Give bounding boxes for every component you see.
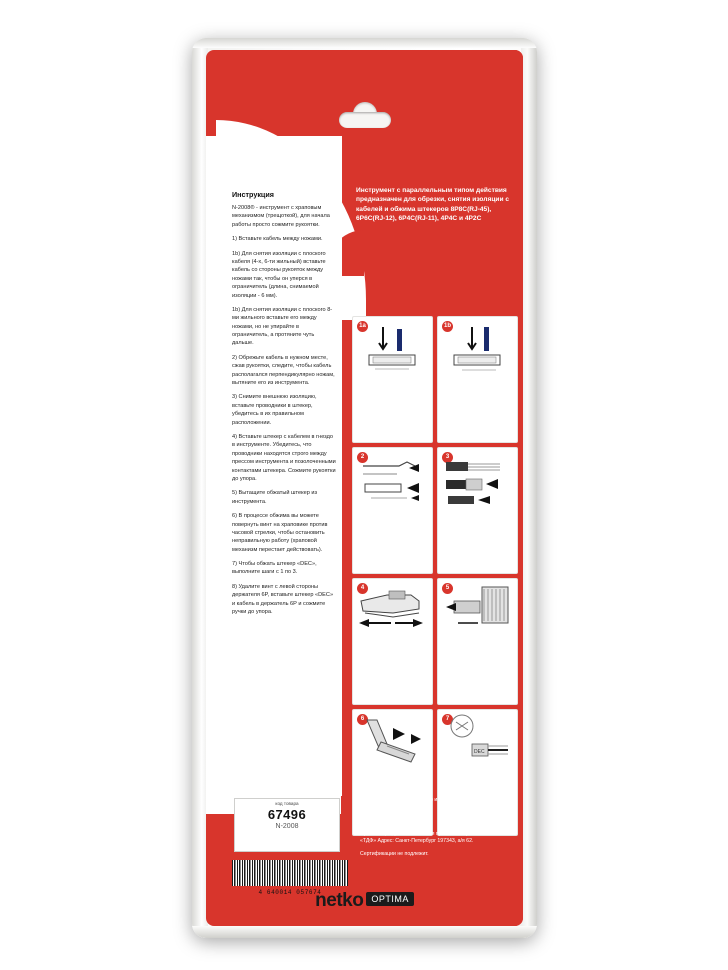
supplier-line: Страна изготовитель: КНР	[360, 817, 424, 824]
package-edge-right	[521, 38, 537, 938]
brand-logo	[206, 890, 523, 912]
instruction-paragraph: 1b) Для снятия изоляции с плоского кабеля (4-х, 6-ти жильный) вставьте кабель со стороны рукояток между ножами так, чтобы он уперся в ограничитель (длина, снимаемой изоляции - 6 мм).	[232, 250, 326, 299]
instructions-title: Инструкция	[232, 190, 274, 199]
article-box	[234, 798, 340, 852]
package-edge-top	[192, 38, 537, 48]
supplier-info	[360, 797, 510, 864]
supplier-line: Поставщик: Нинбо Нью Центр и экспорт B/22 FE, 168 Бланжинг road, Нинбо.	[360, 797, 489, 812]
model-number: N-2008	[275, 823, 299, 830]
brand-name: netko	[315, 890, 364, 911]
strip-round-cable-icon	[438, 317, 517, 442]
crimp-handles-icon	[353, 579, 432, 704]
hang-hole	[339, 102, 391, 136]
supplier-line: Организация, уполномоченная принимать претензии: ООО «ТДФ» Адрес: Санкт-Петербург 197343, а/я 62.	[360, 830, 503, 845]
step-cell-4	[352, 578, 433, 705]
barcode	[232, 860, 348, 886]
instruction-paragraph: 7) Чтобы обжать штекер «DEC», выполните шаги с 1 по 3.	[232, 561, 317, 576]
step-badge: 7	[442, 714, 453, 725]
step-illustration-grid	[352, 316, 518, 836]
insert-wires-plug-icon	[438, 448, 517, 573]
step-cell-3	[437, 447, 518, 574]
instruction-paragraph: 3) Снимите внешнюю изоляцию, вставьте проводники в штекер, убедитесь в их правильном расположении.	[232, 394, 317, 426]
barcode-digits: 4 640014 057674	[258, 889, 322, 896]
strip-flat-cable-icon	[353, 317, 432, 442]
instruction-paragraph: 1) Вставьте кабель между ножами.	[232, 236, 323, 243]
step-badge: 1a	[357, 321, 368, 332]
remove-plug-icon	[438, 579, 517, 704]
hang-hole-slot	[339, 112, 391, 128]
step-cell-1b	[437, 316, 518, 443]
article-caption: код товара	[275, 801, 299, 806]
instruction-paragraph: 2) Обрежьте кабель в нужном месте, сжав рукоятки, следите, чтобы кабель располагался перпендикулярно ножам, вытяните его из инструмента.	[232, 354, 335, 387]
package-edge-bottom	[192, 926, 537, 938]
step-badge: 5	[442, 583, 453, 594]
step-badge: 6	[357, 714, 368, 725]
instructions-body	[232, 204, 336, 622]
product-card	[206, 50, 523, 926]
instruction-paragraph: N-2008® - инструмент с храповым механизмом (трещоткой), для начала работы просто сожмите рукоятки.	[232, 205, 330, 228]
instruction-paragraph: 4) Вставьте штекер с кабелем в гнездо в инструменте. Убедитесь, что проводники находятся строго между прессом инструмента и позолоченными контактами штекера. Сожмите рукоятки до упора.	[232, 433, 336, 482]
step-cell-5	[437, 578, 518, 705]
blister-package	[192, 38, 537, 938]
supplier-line: Сертификации не подлежит.	[360, 851, 429, 858]
instruction-paragraph: 6) В процессе обжима вы можете повернуть винт на храповике против часовой стрелки, чтобы остановить неправильную работу (храповой механизм перестает действовать).	[232, 513, 328, 553]
step-cell-2	[352, 447, 433, 574]
step-badge: 4	[357, 583, 368, 594]
instruction-paragraph: 8) Удалите винт с левой стороны держателя 6P, вставьте штекер «DEC» и кабель в держатель 6P и сожмите ручки до упора.	[232, 583, 334, 616]
instruction-paragraph: 5) Вытащите обжатый штекер из инструмента.	[232, 490, 318, 505]
step-badge: 3	[442, 452, 453, 463]
cut-cable-icon	[353, 448, 432, 573]
instruction-paragraph: 1b) Для снятия изоляции с плоского 8-ми жильного вставьте его между ножами, но не упирайте в ограничитель, а протяните чуть дальше.	[232, 306, 333, 347]
header-description: Инструмент с параллельным типом действия предназначен для обрезки, снятия изоляции с кабелей и обжима штекеров 8P8C(RJ-45), 6P6C(RJ-12), 6P4C(RJ-11), 4P4C и 4P2C	[356, 187, 509, 223]
svg-text:DEC: DEC	[474, 749, 485, 755]
sub-brand-name: OPTIMA	[366, 892, 414, 906]
step-cell-1a	[352, 316, 433, 443]
step-badge: 1b	[442, 321, 453, 332]
step-badge: 2	[357, 452, 368, 463]
article-number: 67496	[267, 807, 307, 822]
